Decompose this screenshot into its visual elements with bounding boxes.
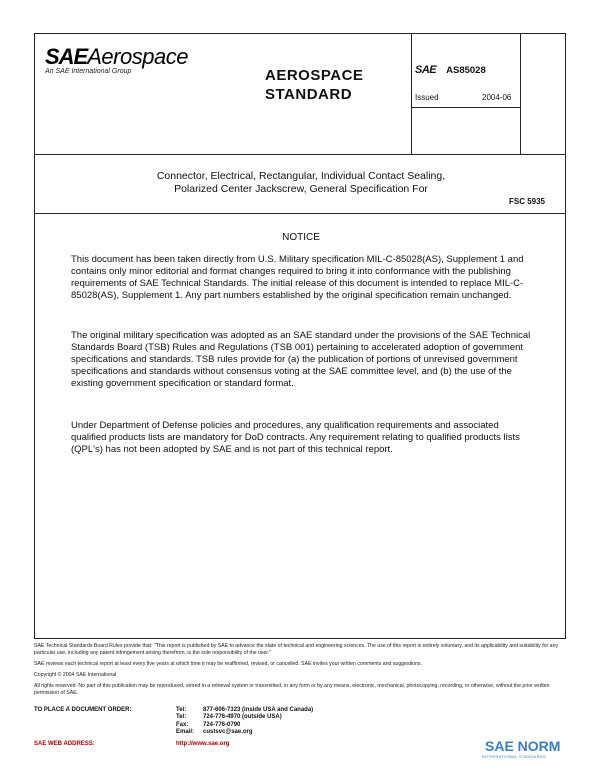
document-title <box>35 170 567 196</box>
divider <box>411 34 412 155</box>
watermark-tagline: INTERNATIONAL STANDARDS <box>482 754 546 759</box>
contact-row <box>176 707 313 714</box>
footer-rights: All rights reserved. No part of this publication may be reproduced, stored in a retrieval system or transmitted, in any form or by any means, electronic, mechanical, photocopying, recording, or otherwise, without the prior written permission of SAE. <box>34 683 550 696</box>
notice-heading: NOTICE <box>282 232 320 243</box>
title-line2: Polarized Center Jackscrew, General Specification For <box>174 183 428 195</box>
web-address-row <box>34 741 230 747</box>
standard-line1: AEROSPACE <box>265 67 364 84</box>
contact-row <box>176 722 313 729</box>
tel-outside: 724-776-4970 (outside USA) <box>203 714 282 721</box>
notice-paragraph-2: The original military specification was adopted as an SAE standard under the provisions of the SAE Technical Standards Board (TSB) Rules and Regulations (TSB 001) pertaining to accelerated adoption of government specifications and standards. TSB rules provide for (a) the publication of portions of unrevised government specifications and standards without consensus voting at the SAE committee level, and (b) the use of the existing government specification or standard format. <box>71 330 531 389</box>
sae-aerospace-logo <box>45 44 188 75</box>
contact-row <box>176 729 313 736</box>
sae-mini-logo: SAE <box>415 64 437 76</box>
email-address[interactable]: custsvc@sae.org <box>203 728 253 735</box>
sae-norm-watermark <box>482 738 560 759</box>
logo-tagline: An SAE International Group <box>45 68 132 75</box>
footer-rules: SAE Technical Standards Board Rules provide that: "This report is published by SAE to advance the state of technical and engineering sciences. The use of this report is entirely voluntary, and its applicability and suitability for any particular use, including any patent infringement arising therefrom, is the sole responsibility of the user." <box>34 643 559 656</box>
issued-date: 2004-06 <box>482 93 512 102</box>
issued-row <box>415 93 512 102</box>
email-label: Email: <box>176 728 195 735</box>
notice-paragraph-3: Under Department of Defense policies and procedures, any qualification requirements and associated qualified products lists are mandatory for DoD contracts. Any requirement relating to qualified products lists (QPL's) has not been adopted by SAE and is not part of this technical report. <box>71 420 520 455</box>
title-box <box>34 154 566 214</box>
footer-legal <box>34 643 569 701</box>
web-label: SAE WEB ADDRESS: <box>34 741 95 747</box>
footer-review: SAE reviews each technical report at least every five years at which time it may be reaffirmed, revised, or cancelled. SAE invites your written comments and suggestions. <box>34 661 422 667</box>
web-link[interactable]: http://www.sae.org <box>176 741 230 747</box>
document-number: AS85028 <box>446 65 486 76</box>
divider <box>411 107 520 108</box>
tel-inside: 877-606-7323 (inside USA and Canada) <box>203 707 314 713</box>
fsc-code: FSC 5935 <box>508 197 545 206</box>
tel-label: Tel: <box>176 707 187 713</box>
fax-label: Fax: <box>176 721 189 728</box>
document-number-box <box>415 64 486 76</box>
standard-line2: STANDARD <box>265 86 353 103</box>
divider <box>520 34 521 155</box>
issued-label: Issued <box>415 93 439 102</box>
logo-sae-text: SAE <box>45 44 88 69</box>
logo-aerospace-text: Aerospace <box>87 44 188 69</box>
footer-copyright: Copyright © 2004 SAE International <box>34 672 117 678</box>
notice-box <box>34 214 566 639</box>
header-box <box>34 33 566 155</box>
fax-number: 724-776-0790 <box>203 721 241 728</box>
watermark-text: SAE NORM <box>485 738 561 754</box>
order-label: TO PLACE A DOCUMENT ORDER: <box>34 707 132 713</box>
contact-rows <box>176 707 313 736</box>
contact-row <box>176 714 313 721</box>
title-line1: Connector, Electrical, Rectangular, Individual Contact Sealing, <box>156 170 446 182</box>
notice-paragraph-1: This document has been taken directly from U.S. Military specification MIL-C-85028(AS), Supplement 1 and contains only minor editorial and format changes required to bring it into conformance with the publishing requirements of SAE Technical Standards. The initial release of this document is intended to replace MIL-C-85028(AS), Supplement 1. Any part numbers established by the original specification remain unchanged. <box>71 254 524 301</box>
document-type <box>265 66 363 104</box>
tel-label: Tel: <box>176 714 187 721</box>
